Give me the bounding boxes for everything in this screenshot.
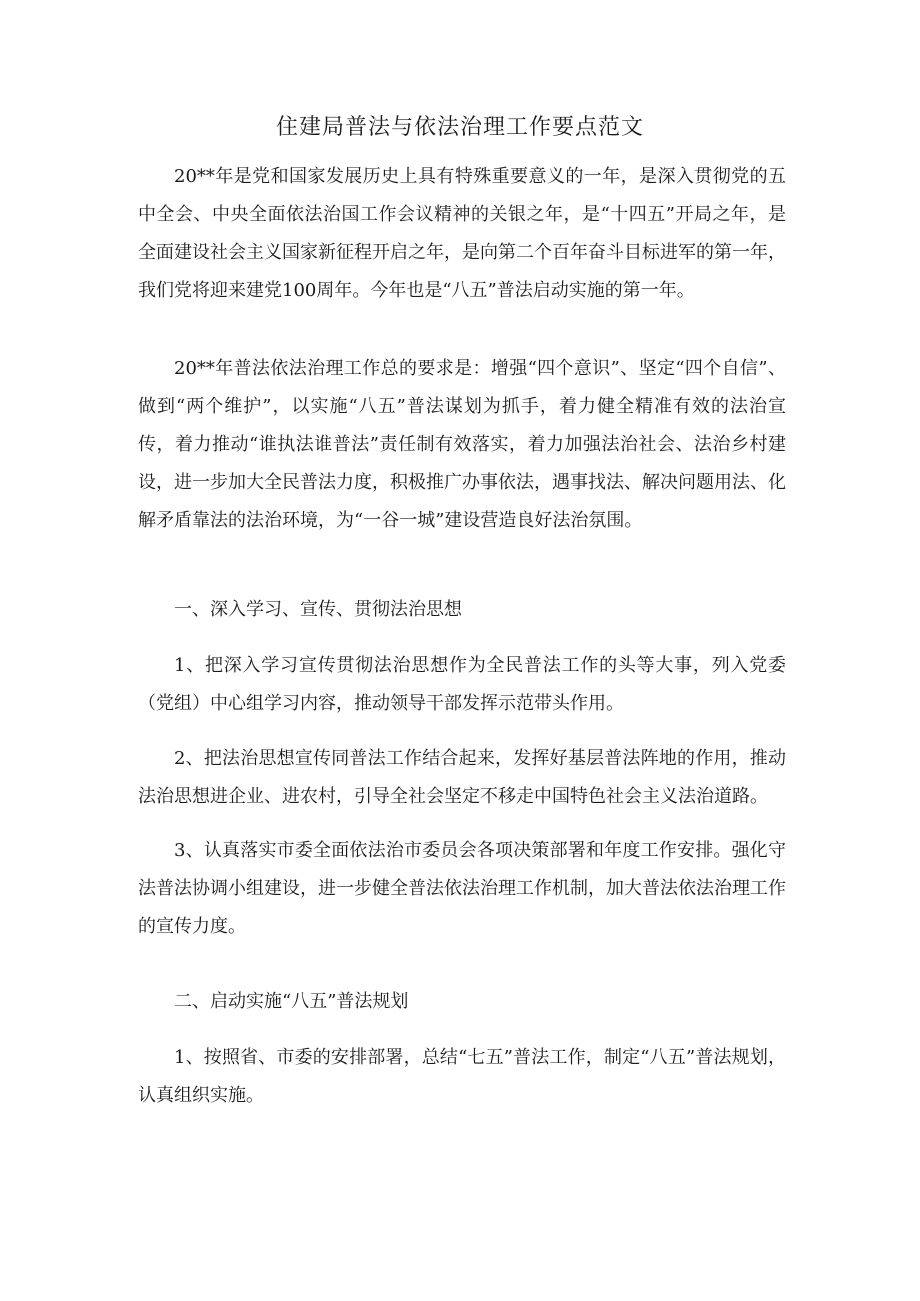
section-heading-1: 一、深入学习、宣传、贯彻法治思想 xyxy=(174,599,462,620)
paragraph-intro: 20**年是党和国家发展历史上具有特殊重要意义的一年，是深入贯彻党的五中全会、中央全面依法治国工作会议精神的关银之年，是“十四五”开局之年，是全面建设社会主义国家新征程开启之年，是向第二个百年奋斗目标进军的第一年，我们党将迎来建党100周年。今年也是“八五”普法启动实施的第一年。 xyxy=(138,166,786,301)
document-title: 住建局普法与依法治理工作要点范文 xyxy=(275,115,644,140)
paragraph-item-1-1: 1、把深入学习宣传贯彻法治思想作为全民普法工作的头等大事，列入党委（党组）中心组学习内容，推动领导干部发挥示范带头作用。 xyxy=(138,655,786,714)
paragraph-item-1-3: 3、认真落实市委全面依法治市委员会各项决策部署和年度工作安排。强化守法普法协调小组建设，进一步健全普法依法治理工作机制，加大普法依法治理工作的宣传力度。 xyxy=(138,840,786,937)
paragraph-item-1-2: 2、把法治思想宣传同普法工作结合起来，发挥好基层普法阵地的作用，推动法治思想进企业、进农村，引导全社会坚定不移走中国特色社会主义法治道路。 xyxy=(138,748,786,807)
section-heading-2: 二、启动实施“八五”普法规划 xyxy=(174,991,409,1012)
paragraph-item-2-1: 1、按照省、市委的安排部署，总结“七五”普法工作，制定“八五”普法规划，认真组织实施。 xyxy=(138,1047,786,1106)
paragraph-requirements: 20**年普法依法治理工作总的要求是：增强“四个意识”、坚定“四个自信”、做到“两个维护”，以实施“八五”普法谋划为抓手，着力健全精准有效的法治宣传，着力推动“谁执法谁普法”责任制有效落实，着力加强法治社会、法治乡村建设，进一步加大全民普法力度，积极推广办事依法，遇事找法、解决问题用法、化解矛盾靠法的法治环境，为“一谷一城”建设营造良好法治氛围。 xyxy=(138,358,786,531)
